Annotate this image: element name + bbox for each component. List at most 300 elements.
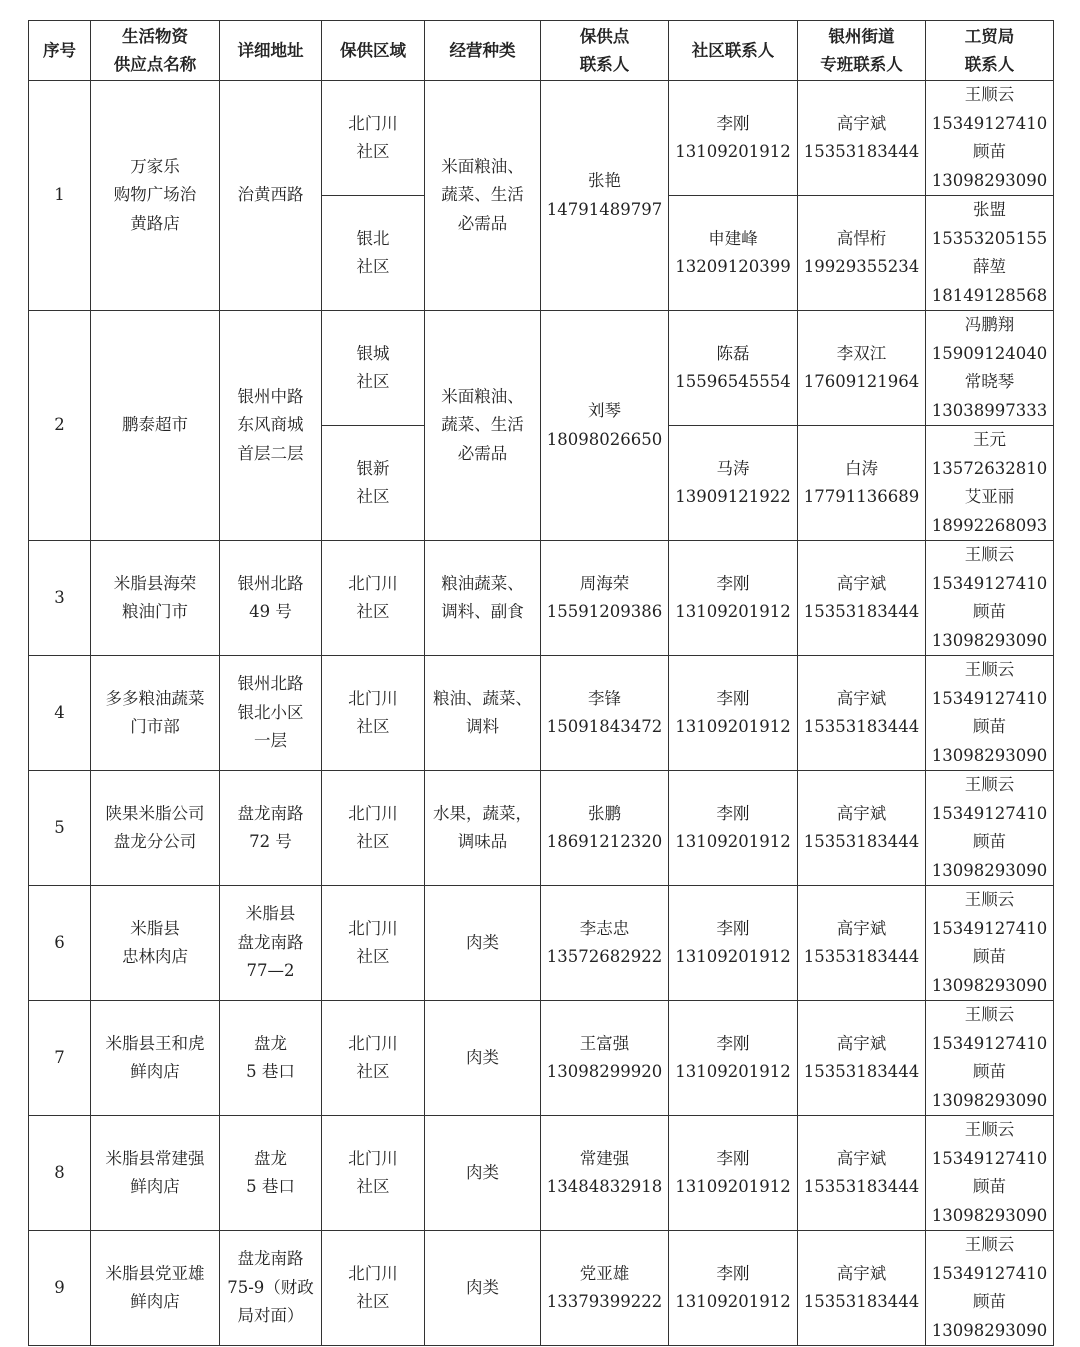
bureau-contact-line: 13572632810	[931, 458, 1048, 478]
address-line: 49 号	[249, 602, 292, 621]
supply-point-name	[91, 311, 220, 541]
street-contact-line: 15353183444	[803, 947, 920, 966]
header-address	[220, 21, 322, 81]
street-contact	[798, 81, 926, 196]
bureau-contact-line: 13098293090	[931, 1320, 1048, 1340]
community-contact-line: 李刚	[716, 1263, 750, 1283]
bureau-contact	[926, 541, 1054, 656]
community-contact	[669, 311, 798, 426]
supply-point-name-line: 鲜肉店	[130, 1292, 180, 1311]
bureau-contact	[926, 886, 1054, 1001]
community-contact-line: 13109201912	[675, 142, 791, 161]
bureau-contact	[926, 196, 1054, 311]
row-number: 5	[29, 771, 91, 886]
header-community-contact	[669, 21, 798, 81]
bureau-contact-line: 15349127410	[931, 1263, 1048, 1283]
bureau-contact-line: 13098293090	[931, 745, 1048, 765]
bureau-contact-line: 15349127410	[931, 688, 1048, 708]
address	[220, 541, 322, 656]
street-contact	[798, 1001, 926, 1116]
service-area-line: 北门川	[348, 688, 398, 708]
service-area	[322, 196, 425, 311]
bureau-contact-line: 顾苗	[973, 832, 1006, 851]
community-contact-line: 马涛	[716, 458, 750, 478]
service-area-line: 社区	[356, 372, 390, 391]
business-type-line: 必需品	[457, 213, 508, 233]
supply-point-table	[28, 20, 1054, 1346]
community-contact	[669, 1116, 798, 1231]
supply-point-name-line: 米脂县海荣	[113, 573, 197, 593]
bureau-contact-line: 顾苗	[973, 1062, 1006, 1081]
header-line: 专班联系人	[820, 54, 903, 74]
business-type	[425, 771, 541, 886]
street-contact-line: 白涛	[845, 458, 878, 478]
header-line: 序号	[43, 40, 76, 60]
address-line: 银州北路	[237, 573, 304, 593]
street-contact	[798, 771, 926, 886]
header-line: 社区联系人	[691, 40, 775, 60]
business-type	[425, 1231, 541, 1346]
supply-point-name-line: 米脂县党亚雄	[105, 1263, 205, 1283]
supply-point-name-line: 鲜肉店	[130, 1062, 180, 1081]
supply-point-name-line: 鹏泰超市	[122, 415, 188, 435]
header-line: 生活物资	[122, 26, 188, 46]
bureau-contact-line: 顾苗	[973, 947, 1006, 966]
service-area-line: 社区	[356, 832, 390, 851]
supplier-contact-line: 王富强	[579, 1033, 630, 1053]
table-row	[29, 541, 1054, 656]
bureau-contact-line: 艾亚丽	[964, 487, 1015, 506]
street-contact	[798, 886, 926, 1001]
business-type-line: 调味品	[457, 832, 508, 851]
supply-point-name-line: 米脂县常建强	[105, 1148, 205, 1168]
bureau-contact-line: 18149128568	[931, 285, 1048, 305]
bureau-contact-line: 常晓琴	[964, 372, 1015, 391]
address-line: 盘龙南路	[237, 1249, 304, 1269]
service-area-line: 北门川	[348, 113, 398, 133]
street-contact-line: 17609121964	[803, 372, 920, 391]
address	[220, 1116, 322, 1231]
supply-point-name	[91, 656, 220, 771]
business-type-line: 水果，蔬菜，	[433, 803, 532, 823]
supplier-contact-line: 15591209386	[546, 602, 663, 621]
community-contact-line: 李刚	[716, 1033, 750, 1053]
bureau-contact-line: 顾苗	[973, 142, 1006, 161]
supply-point-name-line: 陕果米脂公司	[105, 803, 205, 823]
supply-point-name-line: 鲜肉店	[130, 1177, 180, 1196]
service-area	[322, 81, 425, 196]
supplier-contact-line: 13379399222	[546, 1292, 663, 1311]
business-type	[425, 81, 541, 311]
row-number: 3	[29, 541, 91, 656]
address-line: 72 号	[249, 832, 292, 851]
bureau-contact-line: 顾苗	[973, 717, 1006, 736]
header-line: 工贸局	[964, 26, 1015, 46]
street-contact	[798, 311, 926, 426]
supplier-contact-line: 李锋	[588, 688, 621, 708]
address-line: 米脂县	[245, 904, 296, 924]
supplier-contact-line: 刘琴	[588, 401, 621, 420]
service-area	[322, 1116, 425, 1231]
community-contact	[669, 656, 798, 771]
bureau-contact-line: 王元	[973, 430, 1006, 449]
bureau-contact-line: 顾苗	[973, 602, 1006, 621]
street-contact-line: 高宇斌	[836, 1263, 887, 1283]
community-contact-line: 13909121922	[675, 487, 791, 506]
service-area	[322, 886, 425, 1001]
community-contact	[669, 541, 798, 656]
service-area-line: 银新	[356, 458, 390, 478]
business-type-line: 粮油蔬菜、	[441, 573, 524, 593]
supply-point-name-line: 忠林肉店	[122, 947, 188, 966]
community-contact-line: 13109201912	[675, 832, 791, 851]
supplier-contact-line: 18691212320	[546, 832, 663, 851]
bureau-contact	[926, 771, 1054, 886]
address-line: 银北小区	[237, 702, 304, 722]
table-row	[29, 1116, 1054, 1231]
community-contact-line: 李刚	[716, 113, 750, 133]
business-type-line: 肉类	[466, 1277, 499, 1297]
bureau-contact-line: 王顺云	[964, 1005, 1015, 1024]
business-type-line: 肉类	[466, 932, 499, 952]
supplier-contact	[541, 1231, 669, 1346]
street-contact-line: 17791136689	[803, 487, 920, 506]
table-row	[29, 311, 1054, 426]
bureau-contact	[926, 426, 1054, 541]
supply-point-name	[91, 1001, 220, 1116]
bureau-contact-line: 顾苗	[973, 1177, 1006, 1196]
supply-point-name	[91, 1116, 220, 1231]
community-contact	[669, 81, 798, 196]
supply-point-table-container	[28, 20, 1054, 1346]
bureau-contact-line: 13098293090	[931, 170, 1048, 190]
address-line: 银州中路	[237, 386, 304, 406]
address	[220, 1231, 322, 1346]
address-line: 盘龙	[254, 1148, 287, 1168]
service-area-line: 社区	[356, 602, 390, 621]
address	[220, 311, 322, 541]
community-contact	[669, 1001, 798, 1116]
supplier-contact-line: 13572682922	[546, 947, 663, 966]
service-area-line: 北门川	[348, 1033, 398, 1053]
business-type-line: 蔬菜、生活	[441, 185, 524, 205]
bureau-contact-line: 王顺云	[964, 890, 1015, 909]
supply-point-name-line: 米脂县	[130, 918, 180, 938]
supplier-contact	[541, 1001, 669, 1116]
bureau-contact-line: 15349127410	[931, 803, 1048, 823]
supplier-contact-line: 李志忠	[579, 918, 630, 938]
address	[220, 81, 322, 311]
service-area-line: 北门川	[348, 1148, 398, 1168]
table-row	[29, 1231, 1054, 1346]
supplier-contact-line: 18098026650	[546, 429, 663, 449]
service-area-line: 社区	[356, 947, 390, 966]
service-area	[322, 541, 425, 656]
supply-point-name	[91, 1231, 220, 1346]
supply-point-name-line: 盘龙分公司	[113, 832, 197, 851]
street-contact-line: 高宇斌	[836, 688, 887, 708]
address	[220, 656, 322, 771]
community-contact-line: 13209120399	[675, 257, 791, 276]
bureau-contact-line: 王顺云	[964, 660, 1015, 679]
street-contact-line: 高悍桁	[836, 228, 887, 248]
service-area-line: 社区	[356, 1177, 390, 1196]
business-type	[425, 1001, 541, 1116]
service-area	[322, 656, 425, 771]
community-contact-line: 陈磊	[716, 343, 750, 363]
address-line: 局对面）	[237, 1306, 304, 1326]
bureau-contact	[926, 1116, 1054, 1231]
header-area	[322, 21, 425, 81]
supply-point-name	[91, 771, 220, 886]
street-contact	[798, 196, 926, 311]
street-contact-line: 15353183444	[803, 602, 920, 621]
bureau-contact-line: 13098293090	[931, 1090, 1048, 1110]
supplier-contact-line: 党亚雄	[579, 1263, 630, 1283]
header-name	[91, 21, 220, 81]
street-contact-line: 高宇斌	[836, 113, 887, 133]
supplier-contact	[541, 771, 669, 886]
bureau-contact	[926, 1231, 1054, 1346]
bureau-contact-line: 13098293090	[931, 630, 1048, 650]
header-street-contact	[798, 21, 926, 81]
row-number: 6	[29, 886, 91, 1001]
header-line: 银州街道	[828, 26, 895, 46]
bureau-contact-line: 王顺云	[964, 85, 1015, 104]
bureau-contact	[926, 81, 1054, 196]
supply-point-name-line: 多多粮油蔬菜	[105, 688, 205, 708]
supply-point-name-line: 门市部	[130, 717, 180, 736]
supplier-contact-line: 13484832918	[546, 1177, 663, 1196]
business-type-line: 调料、副食	[441, 602, 524, 621]
bureau-contact-line: 13098293090	[931, 975, 1048, 995]
header-line: 联系人	[579, 54, 630, 74]
service-area-line: 社区	[356, 717, 390, 736]
bureau-contact-line: 15349127410	[931, 573, 1048, 593]
community-contact-line: 李刚	[716, 573, 750, 593]
row-number: 9	[29, 1231, 91, 1346]
business-type	[425, 541, 541, 656]
supply-point-name-line: 万家乐	[130, 156, 180, 176]
supplier-contact	[541, 541, 669, 656]
header-supplier-contact	[541, 21, 669, 81]
street-contact-line: 高宇斌	[836, 1148, 887, 1168]
community-contact-line: 13109201912	[675, 1062, 791, 1081]
header-no	[29, 21, 91, 81]
row-number: 4	[29, 656, 91, 771]
supply-point-name-line: 购物广场治	[113, 185, 197, 205]
business-type	[425, 886, 541, 1001]
service-area-line: 北门川	[348, 918, 398, 938]
bureau-contact-line: 13098293090	[931, 1205, 1048, 1225]
address-line: 盘龙南路	[237, 803, 304, 823]
address-line: 银州北路	[237, 674, 304, 694]
street-contact-line: 15353183444	[803, 1062, 920, 1081]
supply-point-name	[91, 541, 220, 656]
bureau-contact-line: 王顺云	[964, 545, 1015, 564]
business-type	[425, 1116, 541, 1231]
header-line: 详细地址	[237, 40, 304, 60]
bureau-contact-line: 王顺云	[964, 1235, 1015, 1254]
address-line: 治黄西路	[237, 185, 304, 205]
bureau-contact	[926, 311, 1054, 426]
street-contact-line: 高宇斌	[836, 803, 887, 823]
supplier-contact	[541, 656, 669, 771]
community-contact	[669, 771, 798, 886]
supply-point-name-line: 米脂县王和虎	[105, 1033, 205, 1053]
community-contact-line: 13109201912	[675, 717, 791, 736]
service-area	[322, 311, 425, 426]
community-contact-line: 15596545554	[675, 372, 791, 391]
street-contact-line: 高宇斌	[836, 1033, 887, 1053]
business-type	[425, 311, 541, 541]
community-contact-line: 李刚	[716, 803, 750, 823]
bureau-contact-line: 薛堃	[973, 257, 1006, 276]
row-number: 7	[29, 1001, 91, 1116]
business-type-line: 米面粮油、	[441, 156, 524, 176]
supply-point-name	[91, 886, 220, 1001]
service-area-line: 社区	[356, 142, 390, 161]
supplier-contact	[541, 81, 669, 311]
table-row	[29, 886, 1054, 1001]
supply-point-name	[91, 81, 220, 311]
business-type-line: 肉类	[466, 1047, 499, 1067]
business-type-line: 必需品	[457, 443, 508, 463]
supplier-contact-line: 14791489797	[546, 199, 663, 219]
bureau-contact-line: 13038997333	[931, 400, 1048, 420]
address-line: 77—2	[246, 961, 295, 981]
street-contact-line: 15353183444	[803, 717, 920, 736]
community-contact	[669, 1231, 798, 1346]
row-number: 2	[29, 311, 91, 541]
service-area-line: 北门川	[348, 803, 398, 823]
business-type-line: 蔬菜、生活	[441, 415, 524, 435]
community-contact-line: 13109201912	[675, 1292, 791, 1311]
community-contact-line: 13109201912	[675, 947, 791, 966]
bureau-contact-line: 张盟	[973, 200, 1006, 219]
bureau-contact-line: 15909124040	[931, 343, 1048, 363]
service-area-line: 银北	[356, 228, 390, 248]
bureau-contact-line: 15349127410	[931, 1148, 1048, 1168]
supply-point-name-line: 粮油门市	[122, 602, 188, 621]
street-contact-line: 15353183444	[803, 142, 920, 161]
header-line: 保供点	[579, 26, 630, 46]
service-area-line: 社区	[356, 1062, 390, 1081]
header-bureau-contact	[926, 21, 1054, 81]
community-contact	[669, 196, 798, 311]
bureau-contact	[926, 656, 1054, 771]
community-contact	[669, 426, 798, 541]
street-contact-line: 15353183444	[803, 1177, 920, 1196]
street-contact-line: 19929355234	[803, 257, 920, 276]
bureau-contact	[926, 1001, 1054, 1116]
bureau-contact-line: 15353205155	[931, 228, 1048, 248]
service-area	[322, 771, 425, 886]
service-area-line: 社区	[356, 257, 390, 276]
street-contact-line: 15353183444	[803, 1292, 920, 1311]
row-number: 1	[29, 81, 91, 311]
supplier-contact	[541, 1116, 669, 1231]
supplier-contact-line: 15091843472	[546, 717, 663, 736]
community-contact-line: 李刚	[716, 918, 750, 938]
service-area-line: 社区	[356, 1292, 390, 1311]
table-row	[29, 656, 1054, 771]
header-line: 经营种类	[449, 40, 516, 60]
street-contact	[798, 1231, 926, 1346]
address-line: 5 巷口	[246, 1177, 295, 1196]
address-line: 首层二层	[237, 443, 304, 463]
supply-point-name-line: 黄路店	[130, 213, 180, 233]
business-type-line: 肉类	[466, 1162, 499, 1182]
address-line: 75-9（财政	[227, 1277, 314, 1297]
bureau-contact-line: 15349127410	[931, 918, 1048, 938]
street-contact-line: 15353183444	[803, 832, 920, 851]
supplier-contact	[541, 886, 669, 1001]
address-line: 一层	[254, 731, 287, 751]
bureau-contact-line: 冯鹏翔	[964, 315, 1015, 334]
supplier-contact	[541, 311, 669, 541]
street-contact	[798, 541, 926, 656]
bureau-contact-line: 15349127410	[931, 1033, 1048, 1053]
supplier-contact-line: 张鹏	[588, 803, 621, 823]
street-contact-line: 高宇斌	[836, 918, 887, 938]
service-area-line: 北门川	[348, 1263, 398, 1283]
bureau-contact-line: 王顺云	[964, 775, 1015, 794]
address-line: 盘龙南路	[237, 932, 304, 952]
bureau-contact-line: 王顺云	[964, 1120, 1015, 1139]
address	[220, 1001, 322, 1116]
supplier-contact-line: 张艳	[588, 171, 621, 190]
service-area-line: 社区	[356, 487, 390, 506]
bureau-contact-line: 18992268093	[931, 515, 1048, 535]
street-contact	[798, 656, 926, 771]
bureau-contact-line: 13098293090	[931, 860, 1048, 880]
supplier-contact-line: 13098299920	[546, 1062, 663, 1081]
business-type-line: 米面粮油、	[441, 386, 524, 406]
street-contact-line: 高宇斌	[836, 573, 887, 593]
table-body	[29, 81, 1054, 1346]
business-type-line: 调料	[466, 717, 499, 736]
address-line: 东风商城	[237, 415, 304, 435]
table-row	[29, 771, 1054, 886]
service-area	[322, 1231, 425, 1346]
address-line: 5 巷口	[246, 1062, 295, 1081]
address	[220, 771, 322, 886]
supplier-contact-line: 周海荣	[579, 573, 630, 593]
bureau-contact-line: 顾苗	[973, 1292, 1006, 1311]
address-line: 盘龙	[254, 1033, 287, 1053]
service-area	[322, 1001, 425, 1116]
header-business	[425, 21, 541, 81]
community-contact-line: 13109201912	[675, 1177, 791, 1196]
table-row	[29, 1001, 1054, 1116]
table-row	[29, 81, 1054, 196]
business-type-line: 粮油、蔬菜、	[433, 688, 532, 708]
service-area-line: 北门川	[348, 573, 398, 593]
table-header-row	[29, 21, 1054, 81]
header-line: 联系人	[964, 54, 1015, 74]
service-area-line: 银城	[356, 343, 390, 363]
street-contact	[798, 426, 926, 541]
supplier-contact-line: 常建强	[579, 1148, 630, 1168]
header-line: 供应点名称	[113, 54, 197, 74]
service-area	[322, 426, 425, 541]
community-contact-line: 李刚	[716, 688, 750, 708]
street-contact-line: 李双江	[836, 343, 887, 363]
bureau-contact-line: 15349127410	[931, 113, 1048, 133]
address	[220, 886, 322, 1001]
community-contact-line: 13109201912	[675, 602, 791, 621]
